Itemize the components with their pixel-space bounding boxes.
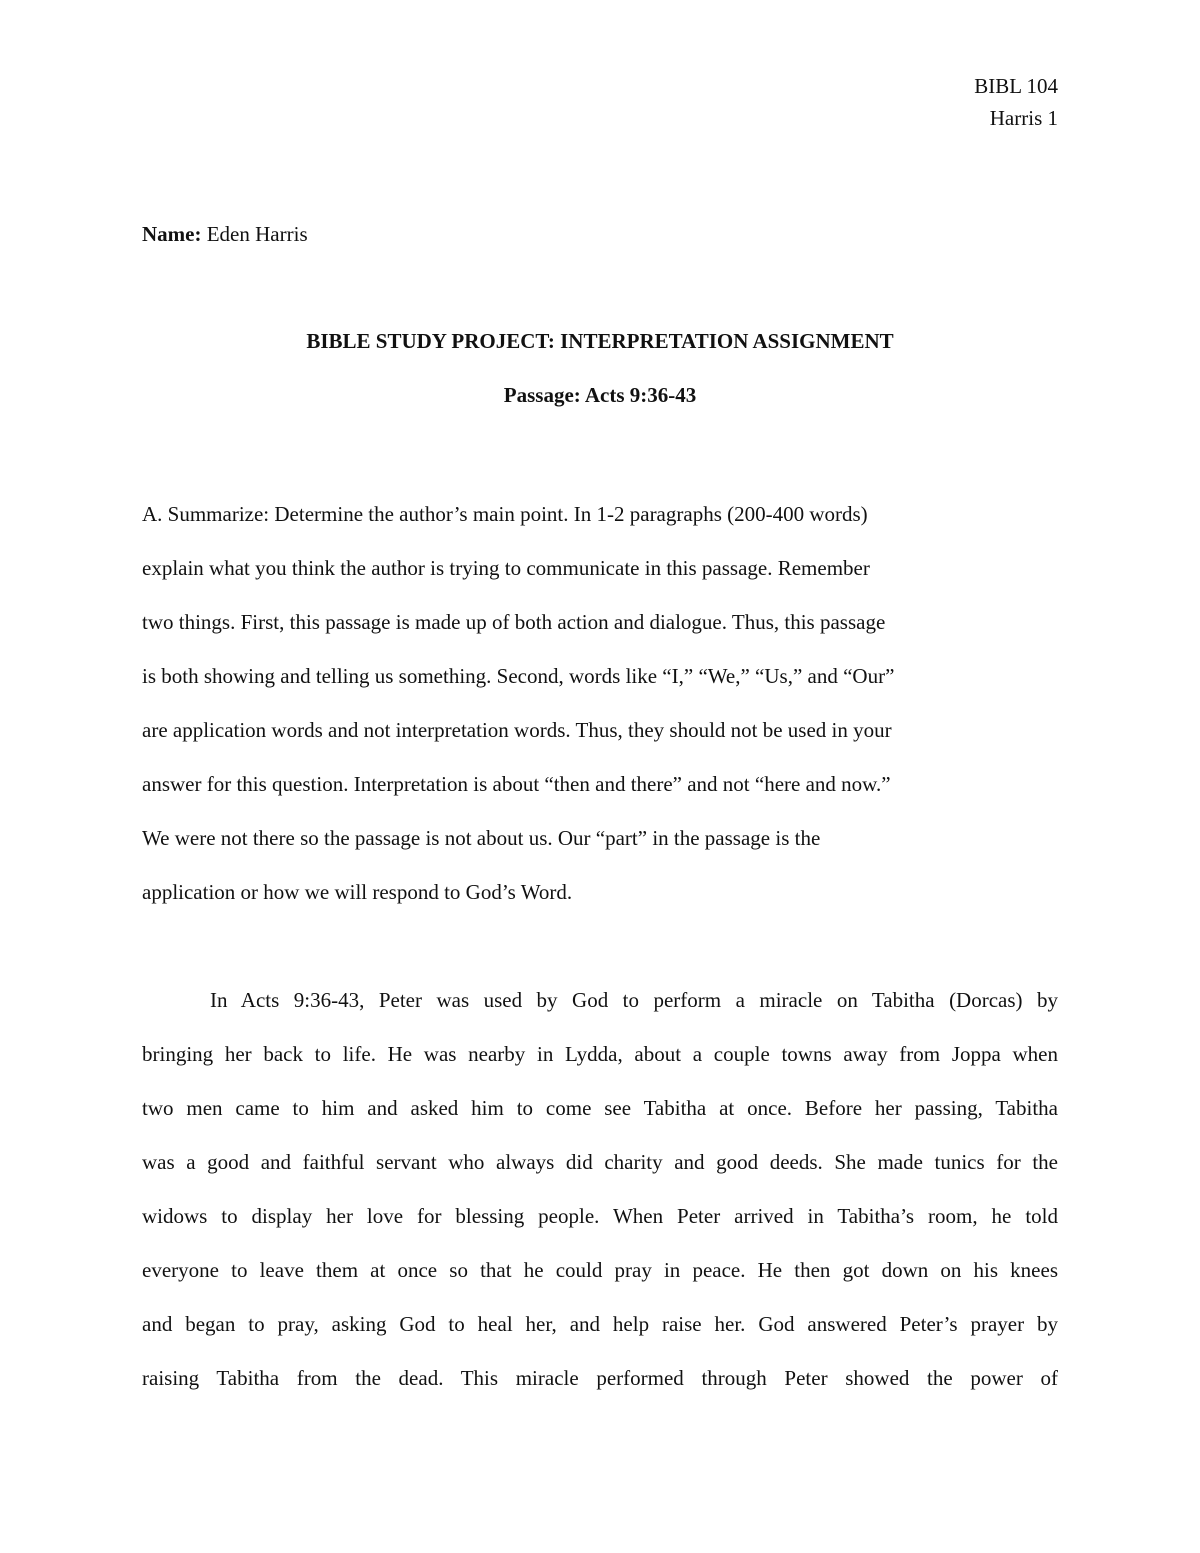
prompt-line: A. Summarize: Determine the author’s main point. In 1-2 paragraphs (200-400 words) [142,502,868,526]
answer-line: raising Tabitha from the dead. This miracle performed through Peter showed the power of [142,1366,1058,1390]
student-name-line [142,218,308,250]
prompt-line: explain what you think the author is trying to communicate in this passage. Remember [142,556,870,580]
passage-heading: Passage: Acts 9:36-43 [503,383,697,407]
prompt-line: We were not there so the passage is not about us. Our “part” in the passage is the [142,826,821,850]
document-title: BIBLE STUDY PROJECT: INTERPRETATION ASSIGNMENT [306,329,894,353]
prompt-line: two things. First, this passage is made up of both action and dialogue. Thus, this passage [142,610,886,634]
prompt-line: application or how we will respond to God’s Word. [142,880,573,904]
page-number-label: Harris 1 [989,106,1058,130]
page-header [974,70,1058,134]
answer-line: everyone to leave them at once so that he could pray in peace. He then got down on his knees [142,1258,1058,1282]
answer-line: and began to pray, asking God to heal her, and help raise her. God answered Peter’s prayer by [142,1312,1058,1336]
course-code: BIBL 104 [974,74,1058,98]
answer-line: two men came to him and asked him to come see Tabitha at once. Before her passing, Tabitha [142,1096,1058,1120]
assignment-prompt [142,487,1062,919]
answer-line: bringing her back to life. He was nearby in Lydda, about a couple towns away from Joppa when [142,1042,1058,1066]
prompt-line: answer for this question. Interpretation is about “then and there” and not “here and now.” [142,772,891,796]
prompt-line: is both showing and telling us something. Second, words like “I,” “We,” “Us,” and “Our” [142,664,895,688]
answer-line: In Acts 9:36-43, Peter was used by God to perform a miracle on Tabitha (Dorcas) by [210,988,1058,1012]
answer-line: was a good and faithful servant who always did charity and good deeds. She made tunics for the [142,1150,1058,1174]
prompt-line: are application words and not interpretation words. Thus, they should not be used in your [142,718,892,742]
answer-line: widows to display her love for blessing people. When Peter arrived in Tabitha’s room, he told [142,1204,1058,1228]
student-name: Eden Harris [206,222,308,246]
name-label: Name: [142,222,202,246]
answer-paragraph [142,973,1058,1405]
